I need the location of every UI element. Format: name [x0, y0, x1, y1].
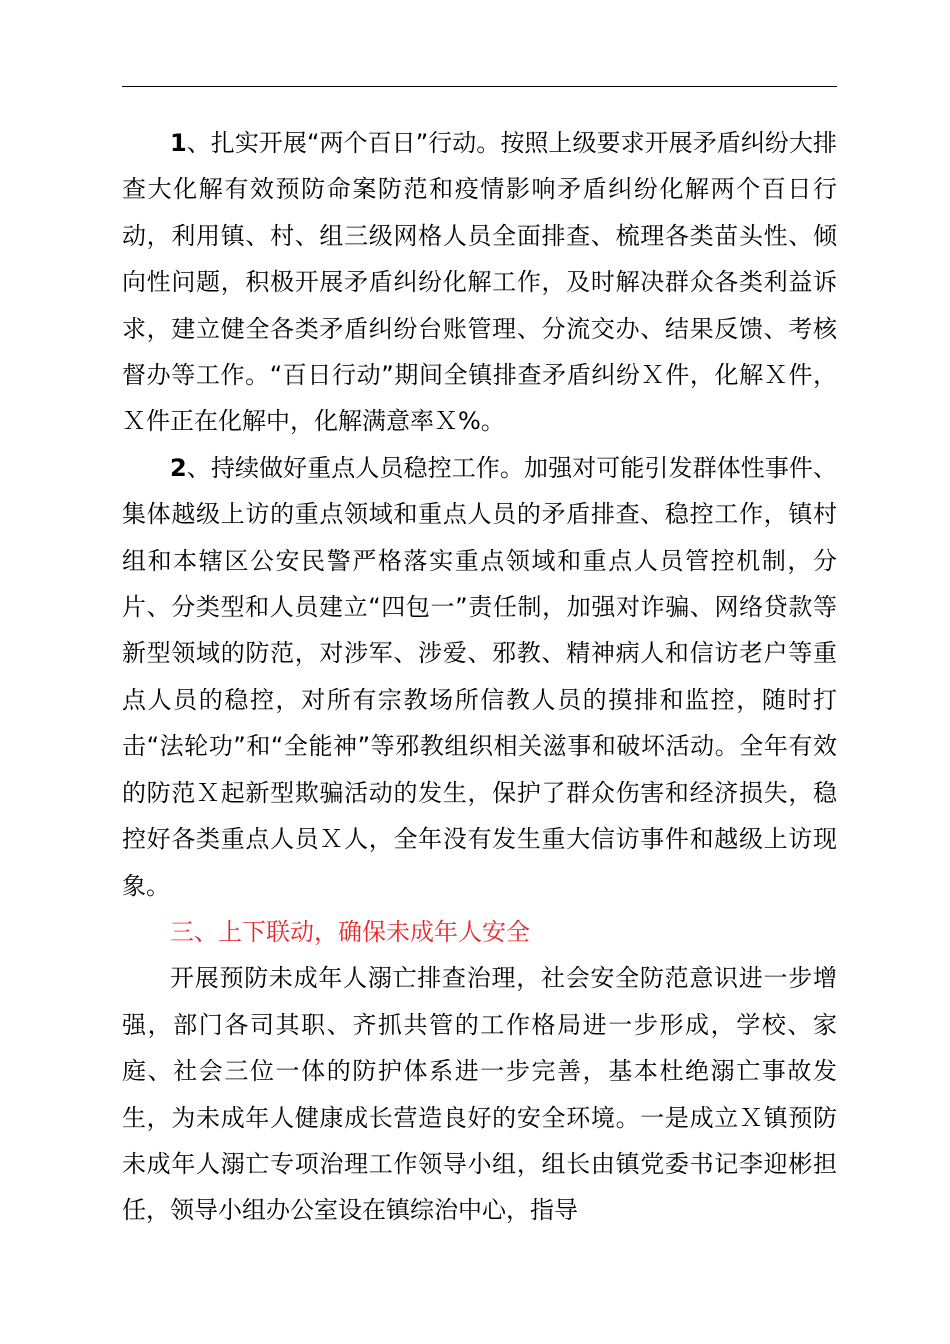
item-number: 1: [170, 129, 187, 157]
paragraph-text: 、持续做好重点人员稳控工作。加强对可能引发群体性事件、集体越级上访的重点领域和重点人员的矛盾排查、稳控工作，镇村组和本辖区公安民警严格落实重点领域和重点人员管控机制，分片、分类型和人员建立“四包一”责任制，加强对诈骗、网络贷款等新型领域的防范，对涉军、涉爱、邪教、精神病人和信访老户等重点人员的稳控，对所有宗教场所信教人员的摸排和监控，随时打击“法轮功”和“全能神”等邪教组织相关滋事和破坏活动。全年有效的防范Ｘ起新型欺骗活动的发生，保护了群众伤害和经济损失，稳控好各类重点人员Ｘ人，全年没有发生重大信访事件和越级上访现象。: [122, 453, 837, 900]
item-number: 2: [170, 453, 187, 482]
paragraph-body: 开展预防未成年人溺亡排查治理，社会安全防范意识进一步增强，部门各司其职、齐抓共管的工作格局进一步形成，学校、家庭、社会三位一体的防护体系进一步完善，基本杜绝溺亡事故发生，为未成年人健康成长营造良好的安全环境。一是成立Ｘ镇预防未成年人溺亡专项治理工作领导小组，组长由镇党委书记李迎彬担任，领导小组办公室设在镇综治中心，指导: [122, 964, 837, 1225]
paragraph-item-1: [122, 120, 837, 445]
section-heading: 三、上下联动，确保未成年人安全: [170, 917, 530, 946]
paragraph-item-2: [122, 445, 837, 909]
paragraph-text: 、扎实开展“两个百日”行动。按照上级要求开展矛盾纠纷大排查大化解有效预防命案防范和疫情影响矛盾纠纷化解两个百日行动，利用镇、村、组三级网格人员全面排查、梳理各类苗头性、倾向性问题，积极开展矛盾纠纷化解工作，及时解决群众各类利益诉求，建立健全各类矛盾纠纷台账管理、分流交办、结果反馈、考核督办等工作。“百日行动”期间全镇排查矛盾纠纷Ｘ件，化解Ｘ件，Ｘ件正在化解中，化解满意率Ｘ%。: [122, 129, 837, 436]
document-body: [122, 120, 837, 1234]
header-rule: [122, 86, 837, 87]
